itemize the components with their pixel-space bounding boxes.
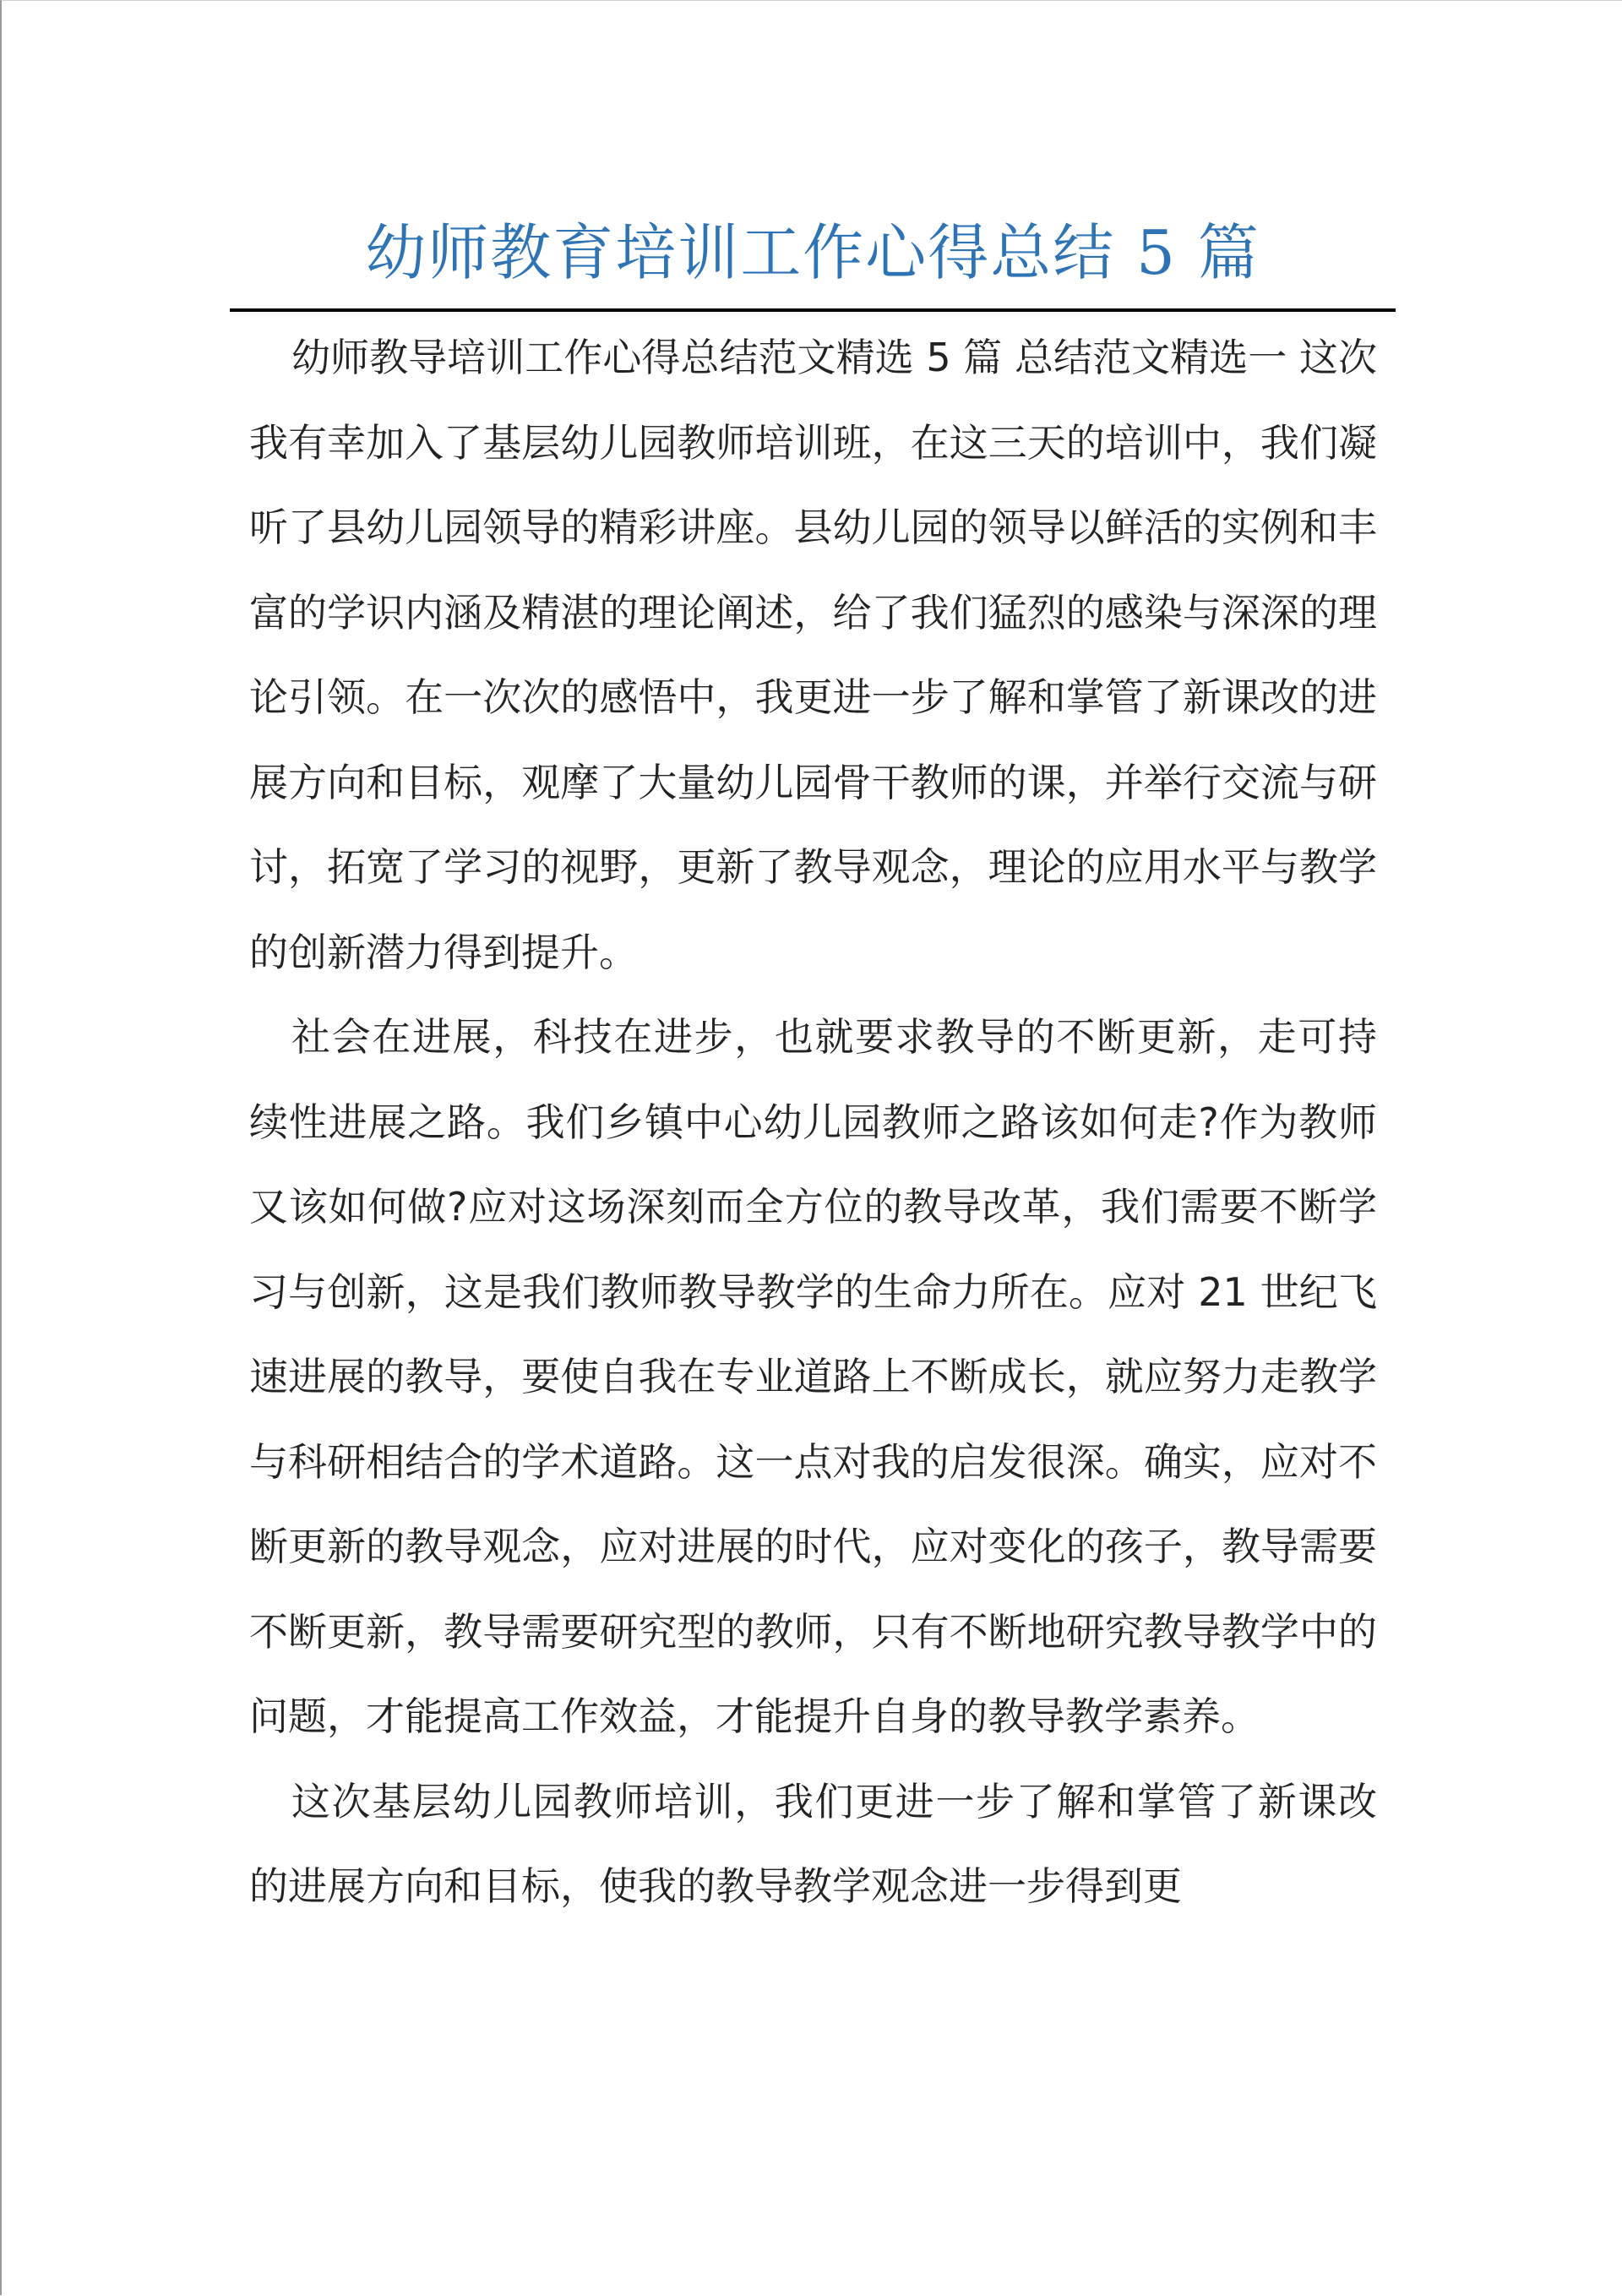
paragraph-3: 这次基层幼儿园教师培训，我们更进一步了解和掌管了新课改的进展方向和目标，使我的教导教学观念进一步得到更 (249, 1778, 1377, 1909)
paragraph-2: 社会在进展，科技在进步，也就要求教导的不断更新，走可持续性进展之路。我们乡镇中心幼儿园教师之路该如何走?作为教师又该如何做?应对这场深刻而全方位的教导改革，我们需要不断学习与创新，这是我们教师教导教学的生命力所在。应对 21 世纪飞速进展的教导，要使自我在专业道路上不断成长，就应努力走教学与科研相结合的学术道路。这一点对我的启发很深。确实，应对不断更新的教导观念，应对进展的时代，应对变化的孩子，教导需要不断更新，教导需要研究型的教师，只有不断地研究教导教学中的问题，才能提高工作效益，才能提升自身的教导教学素养。 (249, 1014, 1377, 1739)
paragraph-1: 幼师教导培训工作心得总结范文精选 5 篇 总结范文精选一 这次我有幸加入了基层幼儿园教师培训班，在这三天的培训中，我们凝听了县幼儿园领导的精彩讲座。县幼儿园的领导以鲜活的实例和丰富的学识内涵及精湛的理论阐述，给了我们猛烈的感染与深深的理论引领。在一次次的感悟中，我更进一步了解和掌管了新课改的进展方向和目标，观摩了大量幼儿园骨干教师的课，并举行交流与研讨，拓宽了学习的视野，更新了教导观念，理论的应用水平与教学的创新潜力得到提升。 (249, 335, 1377, 975)
title-underline (230, 308, 1396, 312)
document-title: 幼师教育培训工作心得总结 5 篇 (365, 217, 1260, 288)
document-body (249, 315, 1377, 1929)
